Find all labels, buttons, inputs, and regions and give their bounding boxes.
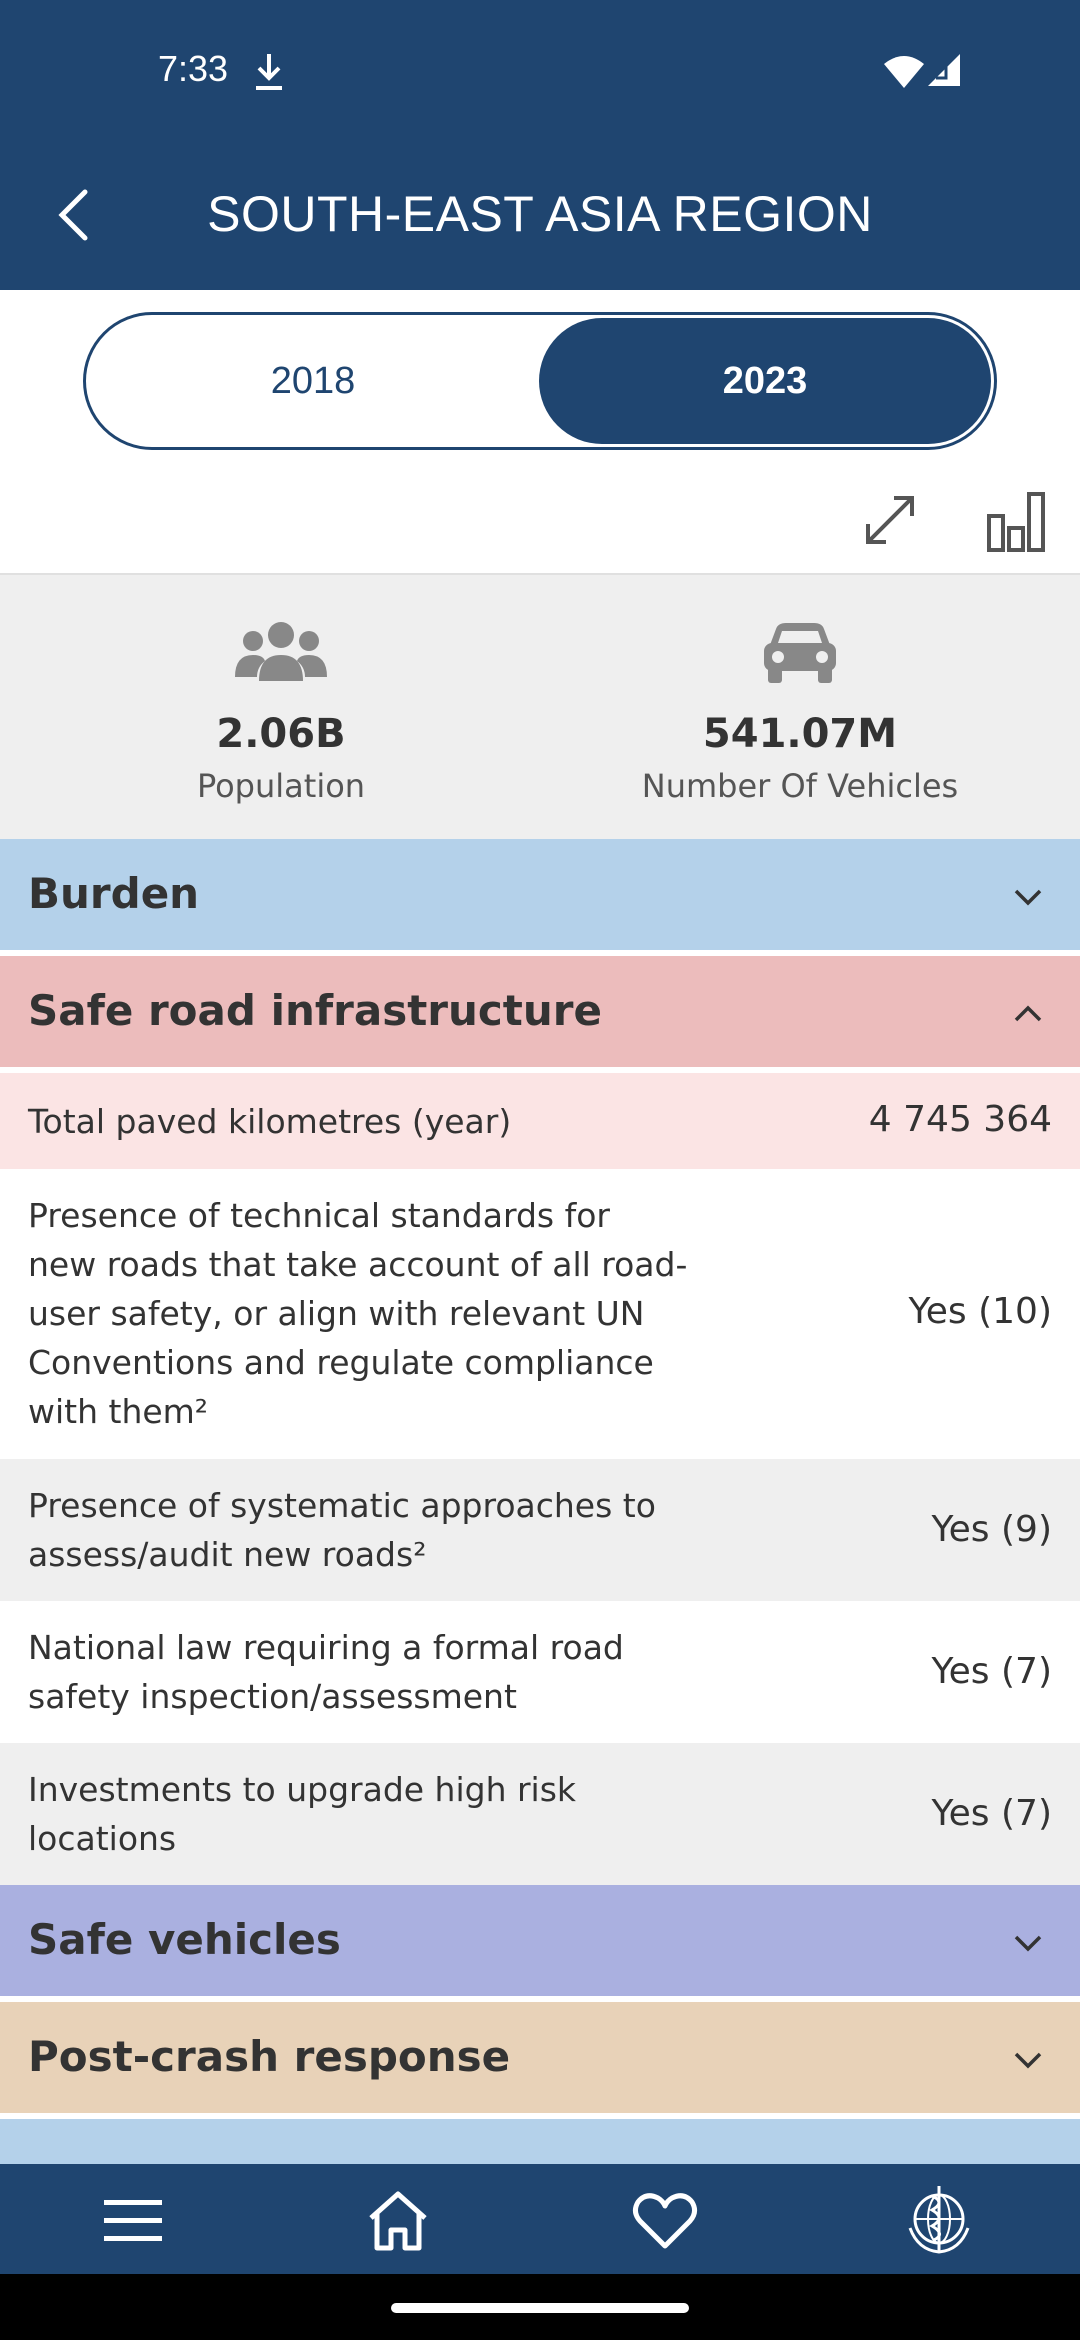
year-option-2023[interactable]: 2023 xyxy=(539,318,991,444)
section-burden-title: Burden xyxy=(28,869,200,918)
population-label: Population xyxy=(196,767,366,805)
people-icon xyxy=(233,615,329,691)
section-post-crash-title: Post-crash response xyxy=(28,2032,511,2081)
section-infrastructure-title: Safe road infrastructure xyxy=(28,986,602,1035)
section-post-crash[interactable] xyxy=(0,2002,1080,2116)
row-label: Presence of systematic approaches to assess/audit new roads² xyxy=(28,1486,656,1574)
chevron-up-icon xyxy=(1010,996,1046,1032)
row-value: 4 745 364 xyxy=(868,1099,1052,1140)
chevron-down-icon xyxy=(1010,1925,1046,1961)
table-row xyxy=(0,1601,1080,1743)
row-label: Presence of technical standards for new roads that take account of all road-user safety, or align with relevant UN Conventions and regulate compliance with them² xyxy=(28,1196,688,1431)
status-time: 7:33 xyxy=(158,48,229,89)
section-partial[interactable] xyxy=(0,2119,1080,2164)
row-label: National law requiring a formal road safety inspection/assessment xyxy=(28,1628,624,1716)
year-option-2018[interactable]: 2018 xyxy=(270,359,356,402)
signal-icon xyxy=(926,52,962,88)
gesture-handle[interactable] xyxy=(391,2303,689,2313)
section-infrastructure[interactable] xyxy=(0,956,1080,1070)
table-row xyxy=(0,1169,1080,1459)
section-vehicles[interactable] xyxy=(0,1885,1080,1999)
chevron-down-icon xyxy=(1010,879,1046,915)
population-stat xyxy=(11,575,551,841)
home-icon[interactable] xyxy=(363,2186,433,2256)
population-value: 2.06B xyxy=(216,711,346,757)
car-icon xyxy=(752,615,848,691)
bottom-nav xyxy=(0,2164,1080,2274)
menu-icon[interactable] xyxy=(98,2186,168,2256)
wifi-icon xyxy=(882,54,926,90)
row-value: Yes (7) xyxy=(931,1651,1052,1692)
chevron-down-icon xyxy=(1010,2042,1046,2078)
app-header xyxy=(0,135,1080,290)
who-logo-icon[interactable] xyxy=(900,2180,978,2258)
row-label: Total paved kilometres (year) xyxy=(28,1102,512,1141)
row-value: Yes (10) xyxy=(908,1291,1052,1332)
vehicles-label: Number Of Vehicles xyxy=(641,767,959,805)
download-icon xyxy=(252,50,286,94)
gesture-area xyxy=(0,2274,1080,2340)
status-bar xyxy=(0,0,1080,135)
summary-stats xyxy=(0,573,1080,839)
vehicles-stat xyxy=(530,575,1070,841)
row-label: Investments to upgrade high risk locations xyxy=(28,1770,577,1858)
table-row xyxy=(0,1073,1080,1169)
vehicles-value: 541.07M xyxy=(702,711,898,757)
year-toggle xyxy=(83,312,997,450)
heart-icon[interactable] xyxy=(630,2186,700,2256)
table-row xyxy=(0,1459,1080,1601)
bar-chart-icon[interactable] xyxy=(985,490,1047,552)
row-value: Yes (7) xyxy=(931,1793,1052,1834)
table-row xyxy=(0,1743,1080,1885)
section-burden[interactable] xyxy=(0,839,1080,953)
row-value: Yes (9) xyxy=(931,1509,1052,1550)
page-title: SOUTH-EAST ASIA REGION xyxy=(207,186,873,242)
section-vehicles-title: Safe vehicles xyxy=(28,1915,341,1964)
expand-icon[interactable] xyxy=(860,490,920,550)
